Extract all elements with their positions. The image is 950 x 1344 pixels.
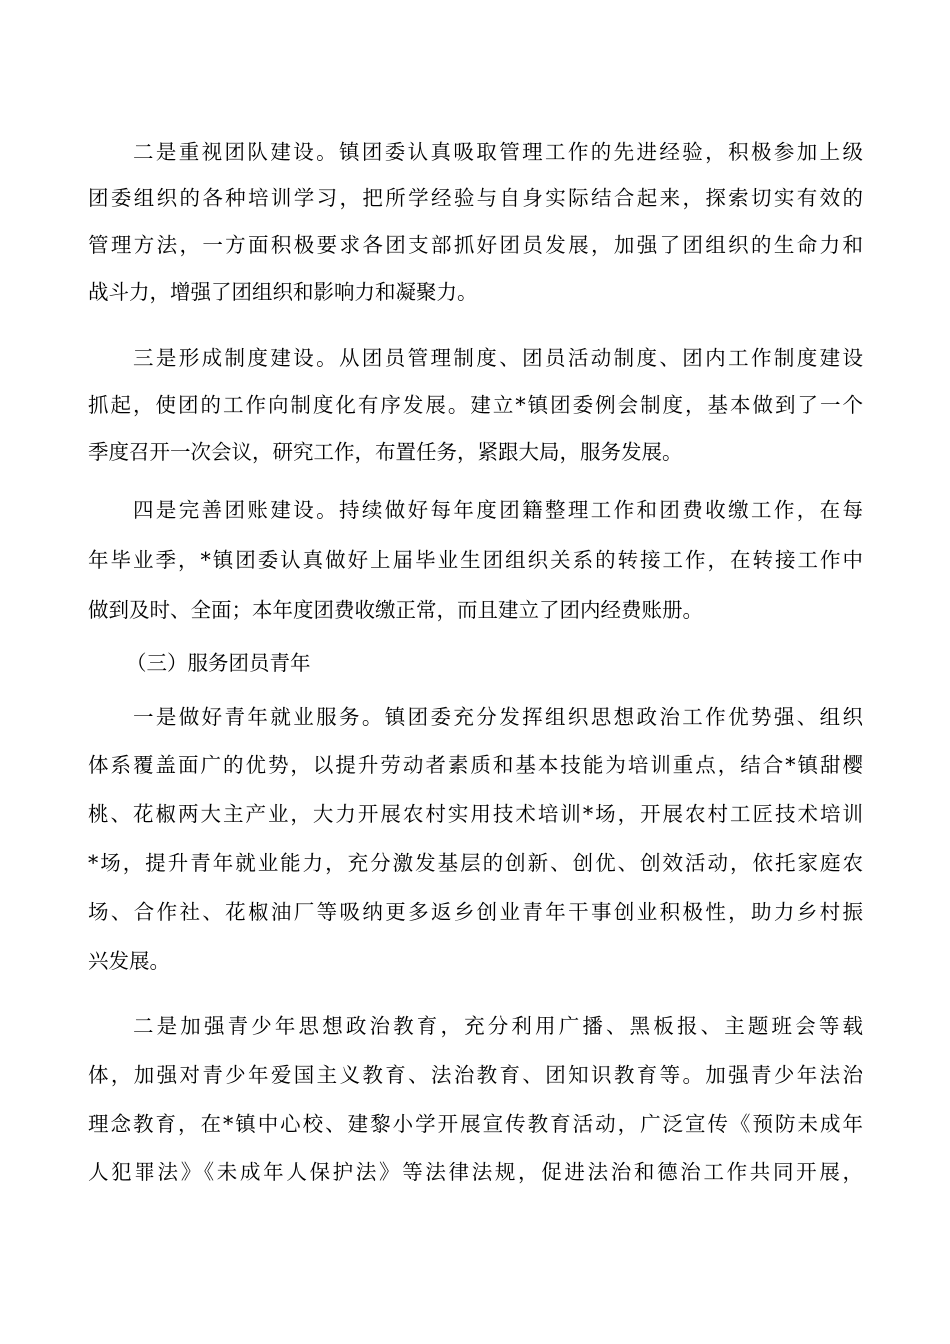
section-heading: （三）服务团员青年 [126,651,311,675]
paragraph-team-building-line-3: 管理方法，一方面积极要求各团支部抓好团员发展，加强了团组织的生命力和 [88,233,863,257]
paragraph-employment-line-4: *场，提升青年就业能力，充分激发基层的创新、创优、创效活动，依托家庭农 [88,851,863,875]
paragraph-employment-line-6: 兴发展。 [88,949,170,973]
paragraph-system-building-line-3: 季度召开一次会议，研究工作，布置任务，紧跟大局，服务发展。 [88,440,683,464]
paragraph-team-building-line-2: 团委组织的各种培训学习，把所学经验与自身实际结合起来，探索切实有效的 [88,186,863,210]
paragraph-education-line-1: 二是加强青少年思想政治教育，充分利用广播、黑板报、主题班会等载 [133,1014,863,1038]
paragraph-account-building-line-3: 做到及时、全面；本年度团费收缴正常，而且建立了团内经费账册。 [88,598,703,622]
paragraph-employment-line-1: 一是做好青年就业服务。镇团委充分发挥组织思想政治工作优势强、组织 [133,705,863,729]
paragraph-system-building-line-1: 三是形成制度建设。从团员管理制度、团员活动制度、团内工作制度建设 [133,346,863,370]
paragraph-employment-line-5: 场、合作社、花椒油厂等吸纳更多返乡创业青年干事创业积极性，助力乡村振 [88,900,863,924]
paragraph-system-building-line-2: 抓起，使团的工作向制度化有序发展。建立*镇团委例会制度，基本做到了一个 [88,393,863,417]
paragraph-education-line-2: 体，加强对青少年爱国主义教育、法治教育、团知识教育等。加强青少年法治 [88,1063,863,1087]
paragraph-employment-line-3: 桃、花椒两大主产业，大力开展农村实用技术培训*场，开展农村工匠技术培训 [88,802,863,826]
paragraph-team-building-line-4: 战斗力，增强了团组织和影响力和凝聚力。 [88,280,478,304]
paragraph-education-line-3: 理念教育，在*镇中心校、建黎小学开展宣传教育活动，广泛宣传《预防未成年 [88,1112,863,1136]
paragraph-education-line-4: 人犯罪法》《未成年人保护法》等法律法规，促进法治和德治工作共同开展， [88,1160,863,1184]
paragraph-account-building-line-2: 年毕业季，*镇团委认真做好上届毕业生团组织关系的转接工作，在转接工作中 [88,548,863,572]
paragraph-employment-line-2: 体系覆盖面广的优势，以提升劳动者素质和基本技能为培训重点，结合*镇甜樱 [88,753,863,777]
paragraph-account-building-line-1: 四是完善团账建设。持续做好每年度团籍整理工作和团费收缴工作，在每 [133,498,863,522]
paragraph-team-building-line-1: 二是重视团队建设。镇团委认真吸取管理工作的先进经验，积极参加上级 [133,140,863,164]
